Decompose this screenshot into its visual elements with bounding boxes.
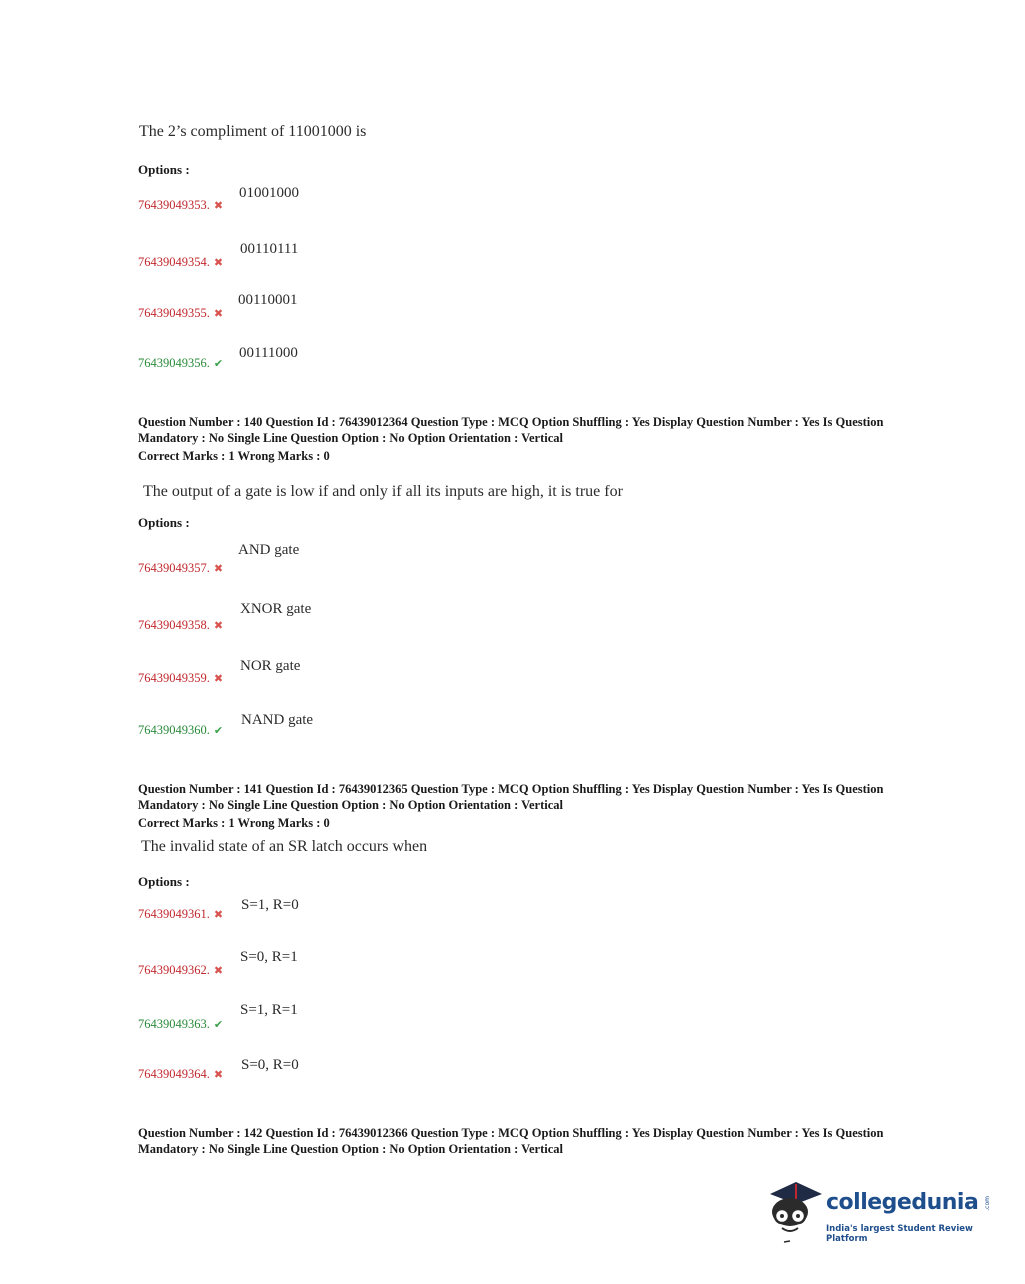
question-meta: Question Number : 141 Question Id : 76439012365 Question Type : MCQ Option Shuffling : Yes Display Question Number : Yes Is Question Mandatory : No Single Line Question Option : No Option Orientation : Vertical (138, 782, 884, 812)
option-number: 76439049353. (138, 198, 210, 212)
option-text: S=0, R=1 (240, 949, 298, 965)
options-label: Options : (138, 162, 190, 177)
option-id (138, 561, 223, 576)
option-text: S=0, R=0 (241, 1057, 299, 1073)
option-text: S=1, R=0 (241, 897, 299, 913)
option-text: 01001000 (239, 185, 299, 201)
check-mark-icon: ✔ (213, 1018, 224, 1031)
question-meta: Question Number : 140 Question Id : 76439012364 Question Type : MCQ Option Shuffling : Yes Display Question Number : Yes Is Question Mandatory : No Single Line Question Option : No Option Orientation : Vertical (138, 415, 884, 445)
wrong-mark-icon: ✖ (213, 562, 224, 575)
check-mark-icon: ✔ (213, 724, 224, 737)
question-text: The invalid state of an SR latch occurs when (141, 838, 428, 855)
option-id (138, 671, 223, 686)
wrong-mark-icon: ✖ (213, 307, 224, 320)
option-number: 76439049361. (138, 907, 210, 921)
mascot-icon (768, 1176, 826, 1246)
wrong-mark-icon: ✖ (213, 908, 224, 921)
option-id (138, 723, 223, 738)
option-text: 00111000 (239, 345, 298, 361)
option-text: S=1, R=1 (240, 1002, 298, 1018)
question-meta: Question Number : 142 Question Id : 76439012366 Question Type : MCQ Option Shuffling : Yes Display Question Number : Yes Is Question Mandatory : No Single Line Question Option : No Option Orientation : Vertical (138, 1126, 884, 1156)
collegedunia-logo (768, 1176, 998, 1246)
option-text: 00110001 (238, 292, 298, 308)
option-id (138, 1017, 223, 1032)
option-id (138, 356, 223, 371)
option-number: 76439049362. (138, 963, 210, 977)
option-id (138, 907, 223, 922)
option-id (138, 1067, 223, 1082)
question-marks: Correct Marks : 1 Wrong Marks : 0 (138, 816, 330, 830)
wrong-mark-icon: ✖ (213, 1068, 224, 1081)
wrong-mark-icon: ✖ (213, 964, 224, 977)
wrong-mark-icon: ✖ (213, 619, 224, 632)
option-number: 76439049354. (138, 255, 210, 269)
question-text: The 2’s compliment of 11001000 is (139, 123, 367, 140)
option-text: AND gate (238, 542, 300, 558)
option-number: 76439049356. (138, 356, 210, 370)
option-text: 00110111 (240, 241, 299, 257)
option-id (138, 306, 223, 321)
options-label: Options : (138, 874, 190, 889)
wrong-mark-icon: ✖ (213, 256, 224, 269)
option-text: NAND gate (241, 712, 314, 728)
options-label: Options : (138, 515, 190, 530)
option-number: 76439049364. (138, 1067, 210, 1081)
check-mark-icon: ✔ (213, 357, 224, 370)
wrong-mark-icon: ✖ (213, 672, 224, 685)
option-number: 76439049355. (138, 306, 210, 320)
question-marks: Correct Marks : 1 Wrong Marks : 0 (138, 449, 330, 463)
option-number: 76439049358. (138, 618, 210, 632)
logo-wordmark: collegedunia (826, 1190, 979, 1215)
option-text: NOR gate (240, 658, 301, 674)
wrong-mark-icon: ✖ (213, 199, 224, 212)
option-text: XNOR gate (240, 601, 312, 617)
option-id (138, 255, 223, 270)
logo-dotcom: .com (984, 1196, 991, 1211)
option-number: 76439049363. (138, 1017, 210, 1031)
question-text: The output of a gate is low if and only if all its inputs are high, it is true for (143, 483, 623, 500)
option-id (138, 198, 223, 213)
logo-tagline: India's largest Student Review Platform (826, 1224, 973, 1244)
option-number: 76439049357. (138, 561, 210, 575)
option-id (138, 963, 223, 978)
option-number: 76439049360. (138, 723, 210, 737)
option-id (138, 618, 223, 633)
option-number: 76439049359. (138, 671, 210, 685)
